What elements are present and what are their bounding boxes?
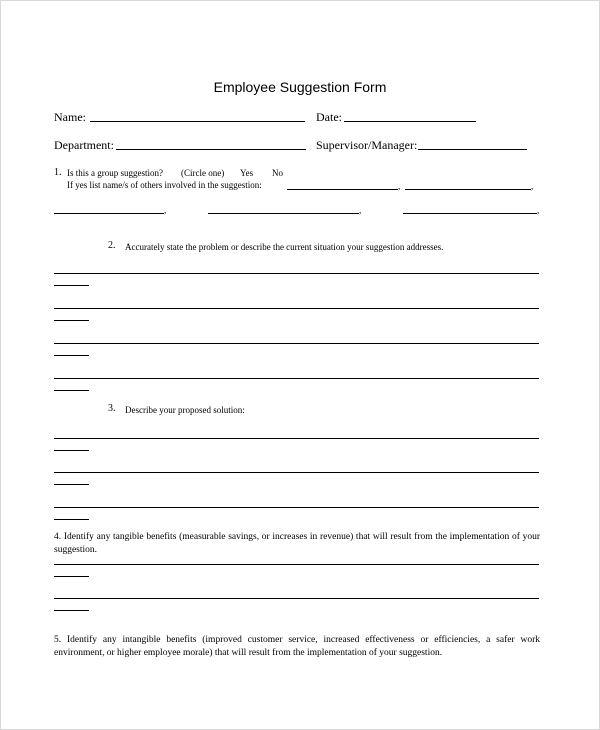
- q5-text: 5. Identify any intangible benefits (improved customer service, increased effectiveness or efficiencies, a safer work environment, or higher employee morale) that will result from the implementation of your suggestion.: [54, 635, 540, 658]
- q4-answer-line[interactable]: [54, 564, 539, 565]
- q1-comma-3: ,: [164, 205, 167, 215]
- department-label: Department:: [54, 138, 114, 152]
- name-field[interactable]: [90, 121, 305, 122]
- q1-name-field-2[interactable]: [405, 189, 531, 190]
- q1-name-field-3[interactable]: [54, 213, 164, 214]
- q3-text: Describe your proposed solution:: [125, 405, 245, 415]
- q1-comma-1: ,: [398, 181, 401, 191]
- q1-comma-5: ,: [537, 205, 540, 215]
- q2-text: Accurately state the problem or describe the current situation your suggestion addresses.: [125, 242, 444, 252]
- q1-name-field-5[interactable]: [403, 213, 537, 214]
- q3-answer-line[interactable]: [54, 438, 539, 439]
- q3-number: 3.: [108, 403, 116, 414]
- name-label: Name:: [54, 110, 86, 124]
- q3-answer-line[interactable]: [54, 519, 89, 520]
- q4-answer-line[interactable]: [54, 598, 539, 599]
- q4-answer-line[interactable]: [54, 576, 89, 577]
- q1-names-prompt: If yes list name/s of others involved in the suggestion:: [67, 180, 262, 190]
- supervisor-label: Supervisor/Manager:: [316, 138, 418, 152]
- q4-text: 4. Identify any tangible benefits (measurable savings, or increases in revenue) that will result from the implementation of your suggestion.: [54, 532, 540, 555]
- supervisor-field[interactable]: [418, 149, 527, 150]
- q3-answer-line[interactable]: [54, 450, 89, 451]
- q1-hint: (Circle one): [181, 168, 225, 178]
- q2-answer-line[interactable]: [54, 285, 89, 286]
- q1-no-option[interactable]: No: [272, 168, 283, 178]
- q3-answer-line[interactable]: [54, 472, 539, 473]
- q1-number: 1.: [54, 167, 62, 178]
- q2-answer-line[interactable]: [54, 355, 89, 356]
- q1-name-field-4[interactable]: [208, 213, 359, 214]
- q2-answer-line[interactable]: [54, 378, 539, 379]
- q1-comma-2: ,: [531, 181, 534, 191]
- q2-number: 2.: [108, 240, 116, 251]
- q2-answer-line[interactable]: [54, 308, 539, 309]
- q4-answer-line[interactable]: [54, 610, 89, 611]
- q1-comma-4: ,: [359, 205, 362, 215]
- q1-yes-option[interactable]: Yes: [240, 168, 254, 178]
- q2-answer-line[interactable]: [54, 320, 89, 321]
- q1-name-field-1[interactable]: [287, 189, 398, 190]
- q2-answer-line[interactable]: [54, 273, 539, 274]
- form-title: Employee Suggestion Form: [213, 79, 387, 95]
- date-field[interactable]: [344, 121, 476, 122]
- q2-answer-line[interactable]: [54, 343, 539, 344]
- q1-text: Is this a group suggestion?: [67, 168, 163, 178]
- department-field[interactable]: [116, 149, 306, 150]
- q2-answer-line[interactable]: [54, 390, 89, 391]
- q3-answer-line[interactable]: [54, 507, 539, 508]
- date-label: Date:: [316, 110, 342, 124]
- q3-answer-line[interactable]: [54, 484, 89, 485]
